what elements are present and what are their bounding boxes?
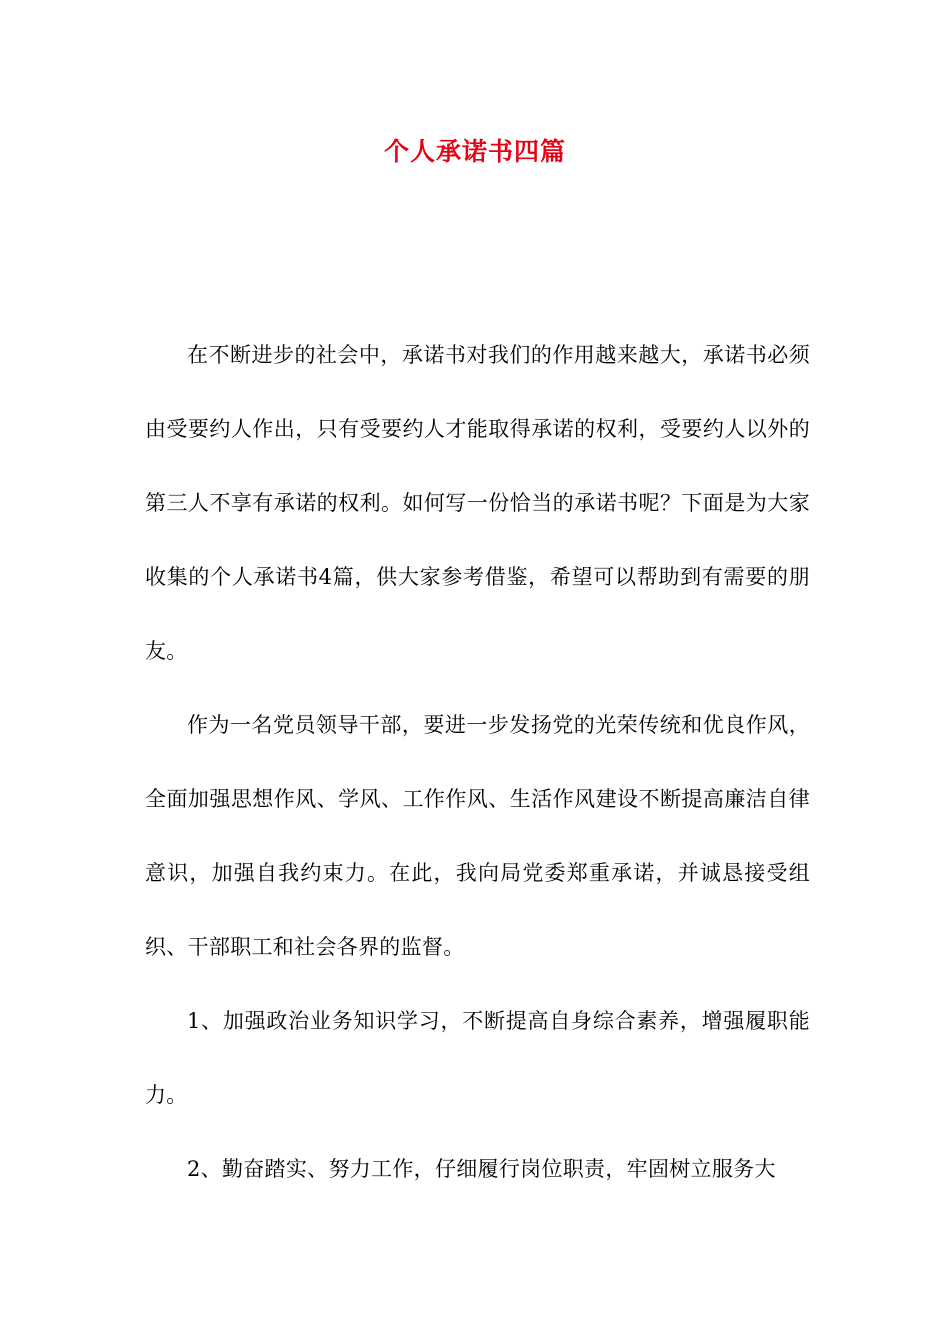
paragraph-item-1: 1、加强政治业务知识学习，不断提高自身综合素养，增强履职能力。 (145, 1009, 810, 1107)
document-body (145, 318, 810, 1206)
paragraph-intro: 在不断进步的社会中，承诺书对我们的作用越来越大，承诺书必须由受要约人作出，只有受要约人才能取得承诺的权利，受要约人以外的第三人不享有承诺的权利。如何写一份恰当的承诺书呢？下面是为大家收集的个人承诺书4篇，供大家参考借鉴，希望可以帮助到有需要的朋友。 (145, 343, 810, 663)
document-title: 个人承诺书四篇 (383, 137, 566, 166)
paragraph-item-2: 2、勤奋踏实、努力工作，仔细履行岗位职责，牢固树立服务大 (187, 1157, 776, 1181)
paragraph-commitment: 作为一名党员领导干部，要进一步发扬党的光荣传统和优良作风，全面加强思想作风、学风、工作作风、生活作风建设不断提高廉洁自律意识，加强自我约束力。在此，我向局党委郑重承诺，并诚恳接受组织、干部职工和社会各界的监督。 (145, 713, 810, 959)
